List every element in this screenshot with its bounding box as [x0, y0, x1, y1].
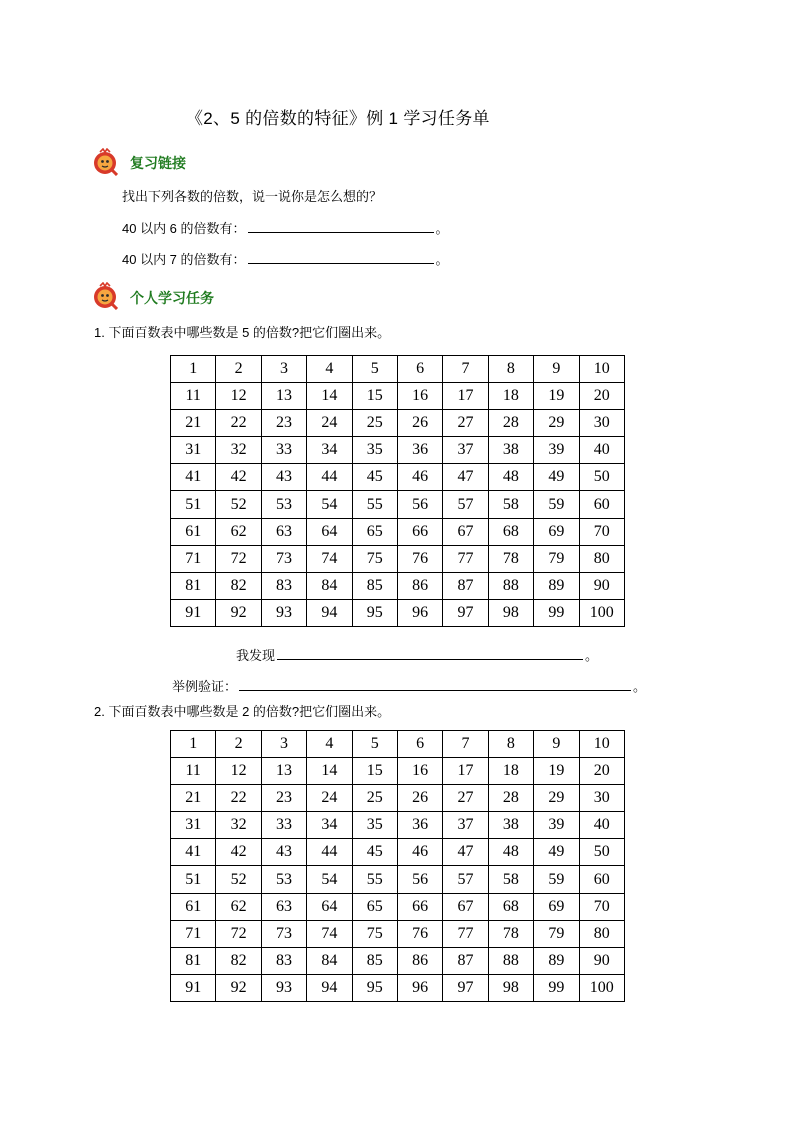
- number-cell[interactable]: 97: [443, 974, 488, 1001]
- number-cell[interactable]: 65: [352, 518, 397, 545]
- number-cell[interactable]: 1: [171, 731, 216, 758]
- number-cell[interactable]: 69: [534, 518, 579, 545]
- number-cell[interactable]: 81: [171, 572, 216, 599]
- number-cell[interactable]: 10: [579, 731, 624, 758]
- number-cell[interactable]: 68: [488, 518, 533, 545]
- number-cell[interactable]: 53: [261, 866, 306, 893]
- number-cell[interactable]: 75: [352, 545, 397, 572]
- number-cell[interactable]: 26: [397, 410, 442, 437]
- number-cell[interactable]: 57: [443, 866, 488, 893]
- grid-row: [171, 758, 625, 785]
- number-cell[interactable]: 44: [307, 839, 352, 866]
- number-cell[interactable]: 61: [171, 893, 216, 920]
- number-cell[interactable]: 93: [261, 599, 306, 626]
- number-cell[interactable]: 41: [171, 839, 216, 866]
- number-cell[interactable]: 85: [352, 947, 397, 974]
- page-title: 《2、5 的倍数的特征》例 1 学习任务单: [186, 109, 490, 128]
- number-cell[interactable]: 41: [171, 464, 216, 491]
- number-cell[interactable]: 42: [216, 464, 261, 491]
- number-cell[interactable]: 89: [534, 572, 579, 599]
- grid-row: [171, 785, 625, 812]
- grid-row: [171, 866, 625, 893]
- grid-row: [171, 920, 625, 947]
- number-cell[interactable]: 74: [307, 545, 352, 572]
- number-cell[interactable]: 35: [352, 437, 397, 464]
- number-cell[interactable]: 9: [534, 356, 579, 383]
- number-cell[interactable]: 91: [171, 599, 216, 626]
- number-cell[interactable]: 96: [397, 974, 442, 1001]
- number-cell[interactable]: 97: [443, 599, 488, 626]
- number-cell[interactable]: 79: [534, 920, 579, 947]
- number-cell[interactable]: 13: [261, 758, 306, 785]
- number-cell[interactable]: 56: [397, 491, 442, 518]
- number-cell[interactable]: 11: [171, 758, 216, 785]
- number-cell[interactable]: 11: [171, 383, 216, 410]
- discover-blank[interactable]: [277, 646, 583, 660]
- number-cell[interactable]: 7: [443, 731, 488, 758]
- number-cell[interactable]: 65: [352, 893, 397, 920]
- number-cell[interactable]: 86: [397, 947, 442, 974]
- review-heading: 复习链接: [130, 155, 186, 171]
- number-cell[interactable]: 38: [488, 437, 533, 464]
- number-cell[interactable]: 96: [397, 599, 442, 626]
- number-cell[interactable]: 64: [307, 518, 352, 545]
- number-cell[interactable]: 24: [307, 785, 352, 812]
- number-cell[interactable]: 95: [352, 974, 397, 1001]
- number-cell[interactable]: 88: [488, 947, 533, 974]
- number-cell[interactable]: 2: [216, 731, 261, 758]
- number-cell[interactable]: 87: [443, 572, 488, 599]
- number-cell[interactable]: 23: [261, 785, 306, 812]
- number-cell[interactable]: 34: [307, 437, 352, 464]
- number-cell[interactable]: 72: [216, 545, 261, 572]
- number-cell[interactable]: 72: [216, 920, 261, 947]
- number-cell[interactable]: 100: [579, 974, 624, 1001]
- task-1-instruction: 1. 下面百数表中哪些数是 5 的倍数?把它们圈出来。: [94, 325, 391, 340]
- number-cell[interactable]: 62: [216, 893, 261, 920]
- number-cell[interactable]: 67: [443, 518, 488, 545]
- number-cell[interactable]: 84: [307, 572, 352, 599]
- number-cell[interactable]: 6: [397, 356, 442, 383]
- end-mark: 。: [435, 252, 449, 267]
- number-cell[interactable]: 52: [216, 491, 261, 518]
- review-question-1-label: 40 以内 6 的倍数有：: [122, 221, 246, 236]
- number-cell[interactable]: 63: [261, 518, 306, 545]
- number-cell[interactable]: 51: [171, 866, 216, 893]
- grid-row: [171, 947, 625, 974]
- number-cell[interactable]: 89: [534, 947, 579, 974]
- number-cell[interactable]: 51: [171, 491, 216, 518]
- number-cell[interactable]: 94: [307, 599, 352, 626]
- number-cell[interactable]: 76: [397, 545, 442, 572]
- number-cell[interactable]: 29: [534, 785, 579, 812]
- number-cell[interactable]: 42: [216, 839, 261, 866]
- number-cell[interactable]: 27: [443, 785, 488, 812]
- grid-row: [171, 356, 625, 383]
- number-cell[interactable]: 25: [352, 410, 397, 437]
- number-cell[interactable]: 54: [307, 491, 352, 518]
- number-cell[interactable]: 40: [579, 812, 624, 839]
- grid-row: [171, 464, 625, 491]
- number-cell[interactable]: 94: [307, 974, 352, 1001]
- review-question-2: [122, 249, 449, 268]
- number-cell[interactable]: 88: [488, 572, 533, 599]
- number-cell[interactable]: 92: [216, 974, 261, 1001]
- hundred-chart-1: [170, 355, 625, 627]
- number-cell[interactable]: 19: [534, 383, 579, 410]
- number-cell[interactable]: 18: [488, 383, 533, 410]
- number-cell[interactable]: 49: [534, 839, 579, 866]
- number-cell[interactable]: 23: [261, 410, 306, 437]
- number-cell[interactable]: 77: [443, 545, 488, 572]
- number-cell[interactable]: 37: [443, 812, 488, 839]
- number-cell[interactable]: 43: [261, 464, 306, 491]
- number-cell[interactable]: 82: [216, 947, 261, 974]
- number-cell[interactable]: 37: [443, 437, 488, 464]
- discover-line: [236, 645, 598, 664]
- number-cell[interactable]: 12: [216, 383, 261, 410]
- number-cell[interactable]: 32: [216, 437, 261, 464]
- number-cell[interactable]: 39: [534, 437, 579, 464]
- number-cell[interactable]: 63: [261, 893, 306, 920]
- number-cell[interactable]: 49: [534, 464, 579, 491]
- task-2-instruction: 2. 下面百数表中哪些数是 2 的倍数?把它们圈出来。: [94, 704, 391, 719]
- number-cell[interactable]: 33: [261, 812, 306, 839]
- review-prompt: 找出下列各数的倍数，说一说你是怎么想的？: [122, 189, 383, 204]
- number-cell[interactable]: 78: [488, 545, 533, 572]
- hundred-chart-2: [170, 730, 625, 1002]
- number-cell[interactable]: 68: [488, 893, 533, 920]
- number-cell[interactable]: 70: [579, 518, 624, 545]
- number-cell[interactable]: 79: [534, 545, 579, 572]
- number-cell[interactable]: 62: [216, 518, 261, 545]
- number-cell[interactable]: 46: [397, 464, 442, 491]
- number-cell[interactable]: 6: [397, 731, 442, 758]
- number-cell[interactable]: 3: [261, 356, 306, 383]
- number-cell[interactable]: 12: [216, 758, 261, 785]
- number-cell[interactable]: 5: [352, 731, 397, 758]
- number-cell[interactable]: 66: [397, 518, 442, 545]
- number-cell[interactable]: 2: [216, 356, 261, 383]
- number-cell[interactable]: 98: [488, 974, 533, 1001]
- number-cell[interactable]: 35: [352, 812, 397, 839]
- number-cell[interactable]: 13: [261, 383, 306, 410]
- number-cell[interactable]: 8: [488, 731, 533, 758]
- number-cell[interactable]: 59: [534, 491, 579, 518]
- number-cell[interactable]: 30: [579, 785, 624, 812]
- number-cell[interactable]: 93: [261, 974, 306, 1001]
- number-cell[interactable]: 36: [397, 437, 442, 464]
- number-cell[interactable]: 73: [261, 545, 306, 572]
- number-cell[interactable]: 20: [579, 383, 624, 410]
- number-cell[interactable]: 92: [216, 599, 261, 626]
- number-cell[interactable]: 71: [171, 545, 216, 572]
- grid-row: [171, 437, 625, 464]
- number-cell[interactable]: 57: [443, 491, 488, 518]
- review-question-2-label: 40 以内 7 的倍数有：: [122, 252, 246, 267]
- number-cell[interactable]: 78: [488, 920, 533, 947]
- cartoon-head-icon: [92, 148, 118, 176]
- end-mark: 。: [585, 648, 599, 663]
- number-cell[interactable]: 90: [579, 947, 624, 974]
- number-cell[interactable]: 10: [579, 356, 624, 383]
- number-cell[interactable]: 36: [397, 812, 442, 839]
- number-cell[interactable]: 16: [397, 383, 442, 410]
- number-cell[interactable]: 27: [443, 410, 488, 437]
- number-cell[interactable]: 64: [307, 893, 352, 920]
- number-cell[interactable]: 80: [579, 920, 624, 947]
- grid-row: [171, 893, 625, 920]
- number-cell[interactable]: 29: [534, 410, 579, 437]
- grid-row: [171, 974, 625, 1001]
- number-cell[interactable]: 58: [488, 491, 533, 518]
- number-cell[interactable]: 31: [171, 437, 216, 464]
- number-cell[interactable]: 90: [579, 572, 624, 599]
- number-cell[interactable]: 14: [307, 383, 352, 410]
- example-line: [172, 676, 646, 695]
- discover-label: 我发现: [236, 648, 276, 663]
- cartoon-head-icon: [92, 282, 118, 310]
- number-cell[interactable]: 21: [171, 785, 216, 812]
- grid-row: [171, 812, 625, 839]
- number-cell[interactable]: 34: [307, 812, 352, 839]
- number-cell[interactable]: 4: [307, 356, 352, 383]
- number-cell[interactable]: 25: [352, 785, 397, 812]
- number-cell[interactable]: 22: [216, 785, 261, 812]
- number-cell[interactable]: 28: [488, 785, 533, 812]
- example-label: 举例验证：: [172, 679, 238, 694]
- number-cell[interactable]: 75: [352, 920, 397, 947]
- number-cell[interactable]: 14: [307, 758, 352, 785]
- number-cell[interactable]: 33: [261, 437, 306, 464]
- number-cell[interactable]: 50: [579, 464, 624, 491]
- number-cell[interactable]: 8: [488, 356, 533, 383]
- number-cell[interactable]: 46: [397, 839, 442, 866]
- number-cell[interactable]: 71: [171, 920, 216, 947]
- number-cell[interactable]: 28: [488, 410, 533, 437]
- number-cell[interactable]: 19: [534, 758, 579, 785]
- end-mark: 。: [633, 679, 647, 694]
- number-cell[interactable]: 53: [261, 491, 306, 518]
- number-cell[interactable]: 43: [261, 839, 306, 866]
- number-cell[interactable]: 83: [261, 572, 306, 599]
- number-cell[interactable]: 99: [534, 599, 579, 626]
- number-cell[interactable]: 95: [352, 599, 397, 626]
- number-cell[interactable]: 74: [307, 920, 352, 947]
- number-cell[interactable]: 87: [443, 947, 488, 974]
- number-cell[interactable]: 83: [261, 947, 306, 974]
- number-cell[interactable]: 60: [579, 866, 624, 893]
- number-cell[interactable]: 66: [397, 893, 442, 920]
- number-cell[interactable]: 54: [307, 866, 352, 893]
- number-cell[interactable]: 18: [488, 758, 533, 785]
- number-cell[interactable]: 73: [261, 920, 306, 947]
- number-cell[interactable]: 48: [488, 839, 533, 866]
- number-cell[interactable]: 91: [171, 974, 216, 1001]
- number-cell[interactable]: 39: [534, 812, 579, 839]
- personal-heading: 个人学习任务: [130, 290, 214, 306]
- grid-row: [171, 839, 625, 866]
- number-cell[interactable]: 45: [352, 839, 397, 866]
- number-cell[interactable]: 48: [488, 464, 533, 491]
- number-cell[interactable]: 85: [352, 572, 397, 599]
- answer-blank-2[interactable]: [248, 250, 434, 264]
- grid-row: [171, 731, 625, 758]
- number-cell[interactable]: 24: [307, 410, 352, 437]
- number-cell[interactable]: 20: [579, 758, 624, 785]
- number-cell[interactable]: 81: [171, 947, 216, 974]
- grid-row: [171, 491, 625, 518]
- number-cell[interactable]: 22: [216, 410, 261, 437]
- number-cell[interactable]: 40: [579, 437, 624, 464]
- number-cell[interactable]: 50: [579, 839, 624, 866]
- number-cell[interactable]: 47: [443, 839, 488, 866]
- number-cell[interactable]: 69: [534, 893, 579, 920]
- number-cell[interactable]: 15: [352, 758, 397, 785]
- number-cell[interactable]: 55: [352, 491, 397, 518]
- number-cell[interactable]: 17: [443, 758, 488, 785]
- example-blank[interactable]: [239, 677, 631, 691]
- number-cell[interactable]: 82: [216, 572, 261, 599]
- grid-row: [171, 572, 625, 599]
- number-cell[interactable]: 21: [171, 410, 216, 437]
- number-cell[interactable]: 98: [488, 599, 533, 626]
- number-cell[interactable]: 16: [397, 758, 442, 785]
- grid-row: [171, 410, 625, 437]
- number-cell[interactable]: 84: [307, 947, 352, 974]
- number-cell[interactable]: 38: [488, 812, 533, 839]
- answer-blank-1[interactable]: [248, 219, 434, 233]
- grid-row: [171, 383, 625, 410]
- number-cell[interactable]: 52: [216, 866, 261, 893]
- number-cell[interactable]: 1: [171, 356, 216, 383]
- grid-row: [171, 545, 625, 572]
- review-question-1: [122, 218, 449, 237]
- number-cell[interactable]: 56: [397, 866, 442, 893]
- number-cell[interactable]: 30: [579, 410, 624, 437]
- grid-row: [171, 599, 625, 626]
- end-mark: 。: [435, 221, 449, 236]
- number-cell[interactable]: 58: [488, 866, 533, 893]
- number-cell[interactable]: 59: [534, 866, 579, 893]
- number-cell[interactable]: 7: [443, 356, 488, 383]
- number-cell[interactable]: 100: [579, 599, 624, 626]
- number-cell[interactable]: 26: [397, 785, 442, 812]
- number-cell[interactable]: 15: [352, 383, 397, 410]
- number-cell[interactable]: 60: [579, 491, 624, 518]
- number-cell[interactable]: 9: [534, 731, 579, 758]
- number-cell[interactable]: 76: [397, 920, 442, 947]
- number-cell[interactable]: 31: [171, 812, 216, 839]
- number-cell[interactable]: 3: [261, 731, 306, 758]
- number-cell[interactable]: 99: [534, 974, 579, 1001]
- number-cell[interactable]: 47: [443, 464, 488, 491]
- number-cell[interactable]: 4: [307, 731, 352, 758]
- number-cell[interactable]: 45: [352, 464, 397, 491]
- number-cell[interactable]: 86: [397, 572, 442, 599]
- number-cell[interactable]: 55: [352, 866, 397, 893]
- grid-row: [171, 518, 625, 545]
- number-cell[interactable]: 70: [579, 893, 624, 920]
- number-cell[interactable]: 67: [443, 893, 488, 920]
- number-cell[interactable]: 61: [171, 518, 216, 545]
- number-cell[interactable]: 44: [307, 464, 352, 491]
- number-cell[interactable]: 77: [443, 920, 488, 947]
- number-cell[interactable]: 17: [443, 383, 488, 410]
- number-cell[interactable]: 5: [352, 356, 397, 383]
- number-cell[interactable]: 32: [216, 812, 261, 839]
- number-cell[interactable]: 80: [579, 545, 624, 572]
